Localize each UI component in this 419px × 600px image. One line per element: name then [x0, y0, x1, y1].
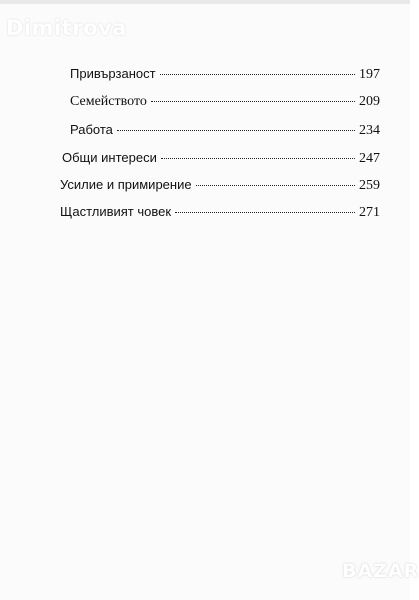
- toc-entry-title: Щастливият човек: [60, 204, 172, 219]
- toc-entry: [70, 94, 380, 114]
- toc-entry-page: 259: [359, 178, 380, 193]
- toc-leader-dots: [161, 158, 355, 159]
- page-top-edge: [0, 0, 410, 4]
- toc-leader-dots: [196, 185, 355, 186]
- toc-leader-dots: [160, 74, 355, 75]
- toc-entry-title: Привързаност: [70, 66, 156, 81]
- toc-leader-dots: [117, 130, 355, 131]
- toc-entry-title: Работа: [70, 122, 113, 137]
- toc-entry: [60, 177, 380, 197]
- toc-entry: [62, 150, 380, 170]
- toc-entry-title: Усилие и примирение: [60, 177, 192, 192]
- toc-leader-dots: [175, 212, 355, 213]
- toc-entry-page: 271: [359, 205, 380, 220]
- toc-leader-dots: [151, 101, 355, 102]
- toc-entry-title: Общи интереси: [62, 150, 157, 165]
- toc-entry: [70, 66, 380, 86]
- toc-entry: [60, 204, 380, 224]
- toc-entry-page: 197: [359, 67, 380, 82]
- toc-entry: [70, 122, 380, 142]
- bazar-logo: BAZAR: [342, 560, 419, 582]
- toc-entry-page: 234: [359, 123, 380, 138]
- toc-entry-page: 247: [359, 151, 380, 166]
- watermark-text: Dimitrova: [6, 16, 127, 40]
- toc-entry-page: 209: [359, 94, 380, 109]
- toc-entry-title: Семейството: [70, 94, 147, 109]
